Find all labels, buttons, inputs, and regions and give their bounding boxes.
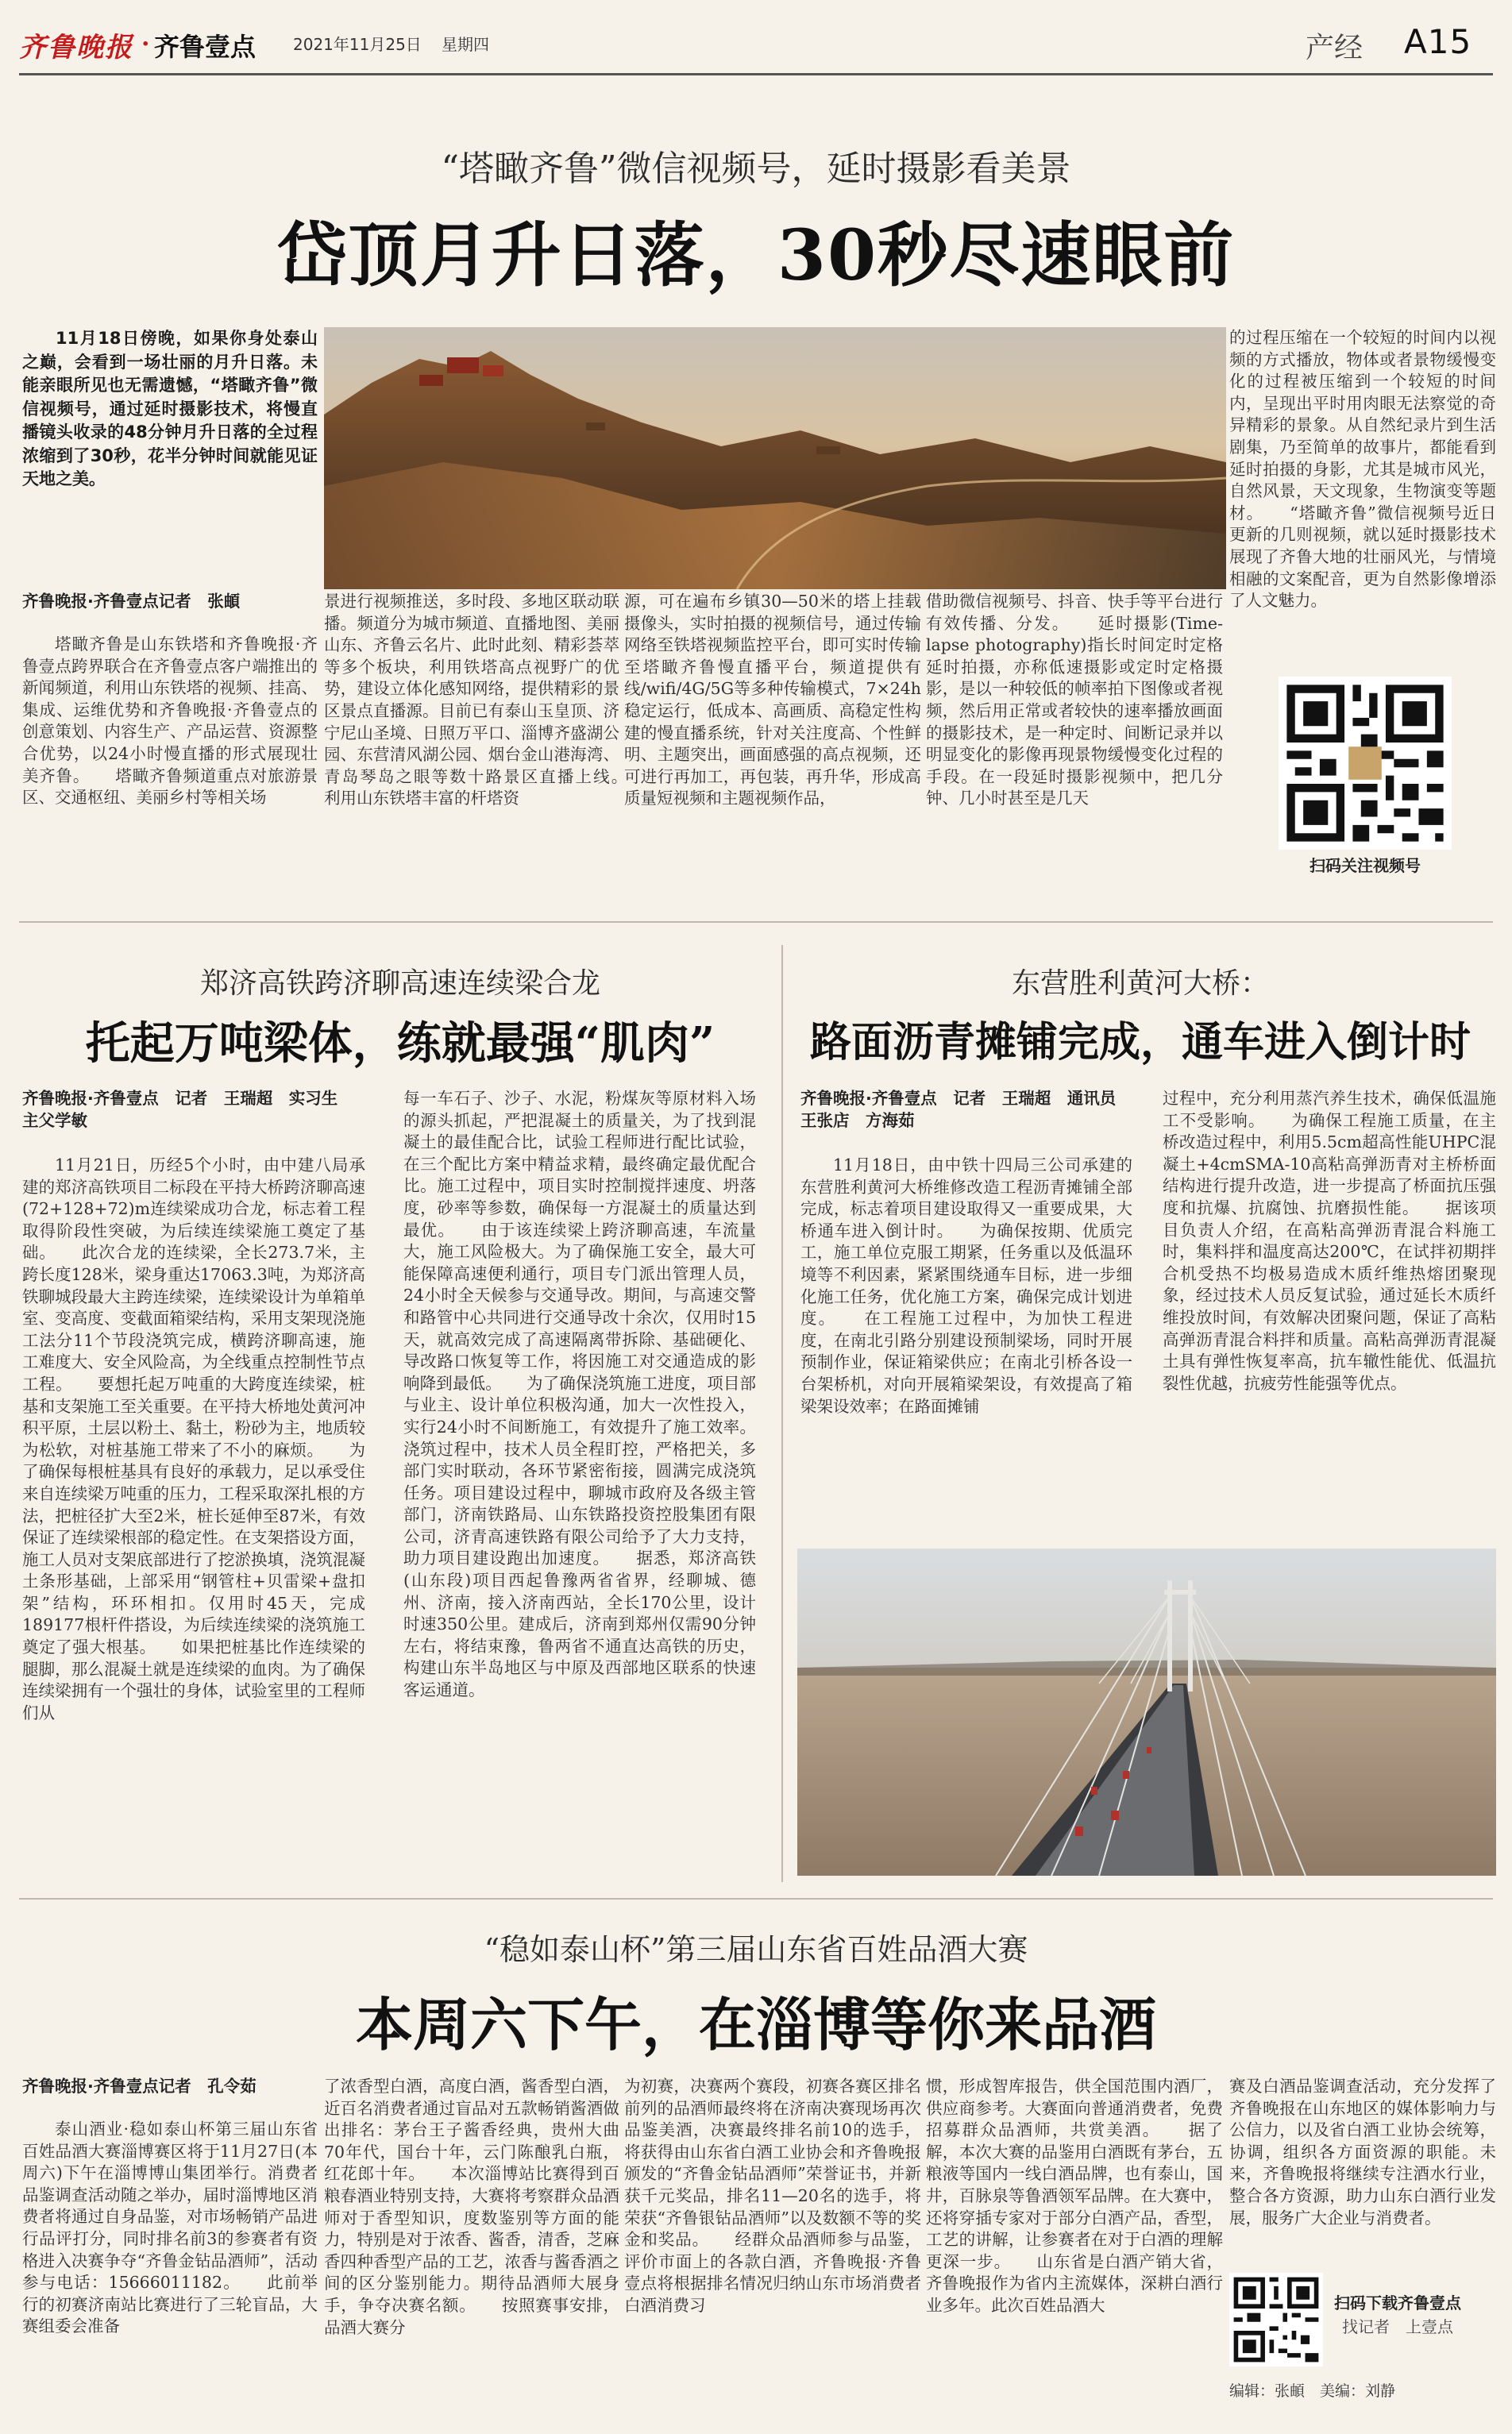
yellow-river-bridge-photo	[797, 1549, 1496, 1876]
divider-1	[19, 921, 1493, 923]
article1-col4: 借助微信视频号、抖音、快手等平台进行有效传播、分发。 延时摄影(Time-lapse photography)指长时间定时定格延时拍摄，亦称低速摄影或定时定格摄影，是以一种较低的帧率拍下图像或者视频，然后用正常或者较快的速率播放画面的摄影技术，是一种定时、间断记录并以明显变化的影像再现景物缓慢变化过程的手段。在一段延时摄影视频中，把几分钟、几小时甚至是几天	[926, 592, 1223, 808]
brand-sub: 齐鲁壹点	[154, 32, 256, 62]
article3-col1: 11月18日，由中铁十四局三公司承建的东营胜利黄河大桥维修改造工程沥青摊铺全部完成，标志着项目建设取得又一重要成果，大桥通车进入倒计时。 为确保按期、优质完工，施工单位克服工期紧，任务重以及低温环境等不利因素，紧紧围绕通车目标，进一步细化施工任务，优化施工方案，确保完成计划进度。 在工程施工过程中，为加快工程进度，在南北引路分别建设预制梁场，同时开展预制作业，保证箱梁供应；在南北引桥各设一台架桥机，对向开展箱梁架设，有效提高了箱梁架设效率；在路面摊铺	[800, 1155, 1132, 1416]
article1-lead: 11月18日傍晚，如果你身处泰山之巅，会看到一场壮丽的月升日落。未能亲眼所见也无需遗憾，“塔瞰齐鲁”微信视频号，通过延时摄影技术，将慢直播镜头收录的48分钟月升日落的全过程浓缩到了30秒，花半分钟时间就能见证天地之美。	[22, 329, 318, 488]
article4-byline: 齐鲁晚报·齐鲁壹点记者 孔令茹	[22, 2077, 256, 2096]
taishan-sunset-photo	[324, 327, 1226, 589]
article2-col2: 每一车石子、沙子、水泥，粉煤灰等原材料入场的源头抓起，严把混凝土的质量关，为了找到混凝土的最佳配合比，试验工程师进行配比试验，在三个配比方案中精益求精，最终确定最优配合比。施工过程中，项目实时控制搅拌速度、坍落度，砂率等参数，确保每一方混凝土的质量达到最优。 由于该连续梁上跨济聊高速，车流量大，施工风险极大。为了确保施工安全，最大可能保障高速便利通行，项目专门派出管理人员，24小时全天候参与交通导改。期间，与高速交警和路管中心共同进行交通导改十余次，仅用时15天，就高效完成了高速隔离带拆除、基础硬化、导改路口恢复等工作，将因施工对交通造成的影响降到最低。 为了确保浇筑施工进度，项目部与业主、设计单位积极沟通，加大一次性投入，实行24小时不间断施工，有效提升了施工效率。浇筑过程中，技术人员全程盯控，严格把关，多部门实时联动，各环节紧密衔接，圆满完成浇筑任务。项目建设过程中，聊城市政府及各级主管部门，济南铁路局、山东铁路投资控股集团有限公司，济青高速铁路有限公司给予了大力支持，助力项目建设跑出加速度。 据悉，郑济高铁(山东段)项目西起鲁豫两省省界，经聊城、德州、济南，接入济南西站，全长170公里，设计时速350公里。建成后，济南到郑州仅需90分钟左右，将结束豫，鲁两省不通直达高铁的历史，构建山东半岛地区与中原及西部地区联系的快速客运通道。	[403, 1089, 756, 1700]
article2-headline: 托起万吨梁体，练就最强“肌肉”	[85, 1017, 716, 1070]
article2-byline: 齐鲁晚报·齐鲁壹点 记者 王瑞超 实习生 主父学敏	[22, 1089, 354, 1130]
article1-col2: 景进行视频推送，多时段、多地区联动联播。频道分为城市频道、直播地图、美丽山东、齐鲁云名片、此时此刻、精彩荟萃等多个板块，利用铁塔高点视野广的优势，建设立体化感知网络，提供精彩的景区景点直播源。目前已有泰山玉皇顶、济宁尼山圣境、日照万平口、淄博齐盛湖公园、东营清风湖公园、烟台金山港海湾、青岛琴岛之眼等数十路景区直播上线。 利用山东铁塔丰富的杆塔资	[324, 592, 619, 808]
divider-vertical	[781, 945, 783, 1882]
article4-qr-caption1: 扫码下载齐鲁壹点	[1334, 2293, 1461, 2312]
brand-logo: 齐鲁晚报	[19, 32, 133, 64]
section-name: 产经	[1306, 32, 1364, 64]
article1-headline: 岱顶月升日落，30秒尽速眼前	[276, 214, 1236, 296]
article1-kicker: “塔瞰齐鲁”微信视频号，延时摄影看美景	[441, 149, 1071, 189]
article4-col4: 惯，形成智库报告，供全国范围内酒厂，供应商参考。大赛面向普通消费者，免费招募群众品酒师，共赏美酒。 据了解，本次大赛的品鉴用白酒既有茅台，五粮液等国内一线白酒品牌，也有泰山，国井，百脉泉等鲁酒领军品牌。在大赛中，还将穿插专家对于部分白酒产品，香型，工艺的讲解，让参赛者在对于白酒的理解更深一步。 山东省是白酒产销大省，齐鲁晚报作为省内主流媒体，深耕白酒行业多年。此次百姓品酒大	[926, 2077, 1223, 2315]
article3-kicker: 东营胜利黄河大桥：	[1011, 967, 1269, 1000]
article4-col2: 了浓香型白酒，高度白酒，酱香型白酒，近百名消费者通过盲品对五款畅销酱酒做出排名：茅台王子酱香经典，贵州大曲70年代，国台十年，云门陈酿乳白瓶，红花郎十年。 本次淄博站比赛得到百粮春酒业特别支持，大赛将考察群众品酒师对于香型知识，度数鉴别等方面的能力，特别是对于浓香、酱香，清香，芝麻香四种香型产品的工艺，浓香与酱香酒之间的区分鉴别能力。期待品酒师大展身手，争夺决赛名额。 按照赛事安排，品酒大赛分	[324, 2077, 619, 2337]
page-number: A15	[1404, 22, 1472, 61]
article2-kicker: 郑济高铁跨济聊高速连续梁合龙	[199, 967, 600, 1000]
divider-2	[19, 1898, 1493, 1900]
article4-qr-code[interactable]	[1229, 2273, 1323, 2366]
brand-dot: ·	[141, 30, 150, 58]
article4-col1: 泰山酒业·稳如泰山杯第三届山东省百姓品酒大赛淄博赛区将于11月27日(本周六)下午在淄博博山集团举行。消费者品鉴调查活动随之举办，届时淄博地区消费者将通过自身品鉴，对市场畅销产品进行品评打分，同时排名前3的参赛者有资格进入决赛争夺“齐鲁金钻品酒师”，活动参与电话：15666011182。 此前举行的初赛济南站比赛进行了三轮盲品，大赛组委会准备	[22, 2120, 318, 2336]
article1-col5: 的过程压缩在一个较短的时间内以视频的方式播放，物体或者景物缓慢变化的过程被压缩到一个较短的时间内，呈现出平时用肉眼无法察觉的奇异精彩的景象。从自然纪录片到生活剧集，乃至简单的故事片，都能看到延时拍摄的身影，尤其是城市风光，自然风景，天文现象，生物演变等题材。 “塔瞰齐鲁”微信视频号近日更新的几则视频，就以延时摄影技术展现了齐鲁大地的壮丽风光，与情境相融的文案配音，更为自然影像增添了人文魅力。	[1229, 328, 1496, 611]
editor-credit: 编辑：张頔 美编：刘静	[1229, 2382, 1396, 2400]
article2-col1: 11月21日，历经5个小时，由中建八局承建的郑济高铁项目二标段在平持大桥跨济聊高速(72+128+72)m连续梁成功合龙，标志着工程取得阶段性突破，为后续连续梁施工奠定了基础。 此次合龙的连续梁，全长273.7米，主跨长度128米，梁身重达17063.3吨，为郑济高铁聊城段最大主跨连续梁，连续梁设计为单箱单室、变高度、变截面箱梁结构，采用支架现浇施工法分11个节段浇筑完成，横跨济聊高速，施工难度大、安全风险高，为全线重点控制性节点工程。 要想托起万吨重的大跨度连续梁，桩基和支架施工至关重要。在平持大桥地处黄河冲积平原，土层以粉土、黏土，粉砂为主，地质较为松软，对桩基施工带来了不小的麻烦。 为了确保每根桩基具有良好的承载力，足以承受住来自连续梁万吨重的压力，工程采取深扎根的方法，把桩径扩大至2米，桩长延伸至87米，有效保证了连续梁根部的稳定性。在支架搭设方面，施工人员对支架底部进行了挖淤换填，浇筑混凝土条形基础，上部采用“钢管柱+贝雷梁+盘扣架”结构，环环相扣。仅用时45天，完成189177根杆件搭设，为后续连续梁的浇筑施工奠定了强大根基。 如果把桩基比作连续梁的腿脚，那么混凝土就是连续梁的血肉。为了确保连续梁拥有一个强壮的身体，试验室里的工程师们从	[22, 1155, 365, 1722]
issue-date: 2021年11月25日	[293, 35, 422, 54]
article1-byline: 齐鲁晚报·齐鲁壹点记者 张頔	[22, 592, 241, 611]
article4-qr-caption2: 找记者 上壹点	[1342, 2317, 1453, 2336]
article4-col5: 赛及白酒品鉴调查活动，充分发挥了齐鲁晚报在山东地区的媒体影响力与公信力，以及省白酒工业协会统筹，协调，组织各方面资源的职能。未来，齐鲁晚报将继续专注酒水行业，整合各方资源，助力山东白酒行业发展，服务广大企业与消费者。	[1229, 2077, 1496, 2228]
article1-col1: 塔瞰齐鲁是山东铁塔和齐鲁晚报·齐鲁壹点跨界联合在齐鲁壹点客户端推出的新闻频道，利用山东铁塔的视频、挂高、集成、运维优势和齐鲁晚报·齐鲁壹点的创意策划、内容生产、产品运营、资源整合优势，以24小时慢直播的形式展现壮美齐鲁。 塔瞰齐鲁频道重点对旅游景区、交通枢纽、美丽乡村等相关场	[22, 635, 318, 808]
article3-byline: 齐鲁晚报·齐鲁壹点 记者 王瑞超 通讯员 王张店 方海茹	[800, 1089, 1132, 1130]
masthead	[19, 21, 1493, 65]
article3-headline: 路面沥青摊铺完成，通车进入倒计时	[809, 1018, 1471, 1067]
issue-weekday: 星期四	[442, 35, 489, 54]
article4-kicker: “稳如泰山杯”第三届山东省百姓品酒大赛	[484, 1932, 1028, 1967]
article1-col3: 源，可在遍布乡镇30—50米的塔上挂载摄像头，实时拍摄的视频信号，通过传输网络至铁塔视频监控平台，即可实时传输至塔瞰齐鲁慢直播平台，频道提供有线/wifi/4G/5G等多种传输模式，7×24h稳定运行，低成本、高画质、高稳定性构建的慢直播系统，针对关注度高、个性鲜明、主题突出，画面感强的高点视频，还可进行再加工，再包装，再升华，形成高质量短视频和主题视频作品，	[624, 592, 921, 808]
header-rule	[19, 73, 1493, 75]
article1-qr-caption: 扫码关注视频号	[1310, 856, 1421, 875]
article4-col3: 为初赛，决赛两个赛段，初赛各赛区排名前列的品酒师最终将在济南决赛现场再次品鉴美酒，决赛最终排名前10的选手，将获得由山东省白酒工业协会和齐鲁晚报颁发的“齐鲁金钻品酒师”荣誉证书，并新获千元奖品，排名11—20名的选手，将荣获“齐鲁银钻品酒师”以及数额不等的奖金和奖品。 经群众品酒师参与品鉴，评价市面上的各款白酒，齐鲁晚报·齐鲁壹点将根据排名情况归纳山东市场消费者白酒消费习	[624, 2077, 921, 2315]
article4-headline: 本周六下午，在淄博等你来品酒	[355, 1991, 1156, 2058]
article3-col2: 过程中，充分利用蒸汽养生技术，确保低温施工不受影响。 为确保工程施工质量，在主桥改造过程中，利用5.5cm超高性能UHPC混凝土+4cmSMA-10高粘高弹沥青对主桥桥面结构进行提升改造，进一步提高了桥面抗压强度和抗爆、抗腐蚀、抗磨损性能。 据该项目负责人介绍，在高粘高弹沥青混合料施工时，集料拌和温度高达200℃，在试拌初期拌合机受热不均极易造成木质纤维热熔团聚现象，经过技术人员反复试验，通过延长木质纤维投放时间，有效解决团聚问题，保证了高粘高弹沥青混合料拌和质量。高粘高弹沥青混凝土具有弹性恢复率高，抗车辙性能优、低温抗裂性优越，抗疲劳性能强等优点。	[1163, 1089, 1496, 1393]
article1-qr-code[interactable]	[1279, 677, 1452, 850]
